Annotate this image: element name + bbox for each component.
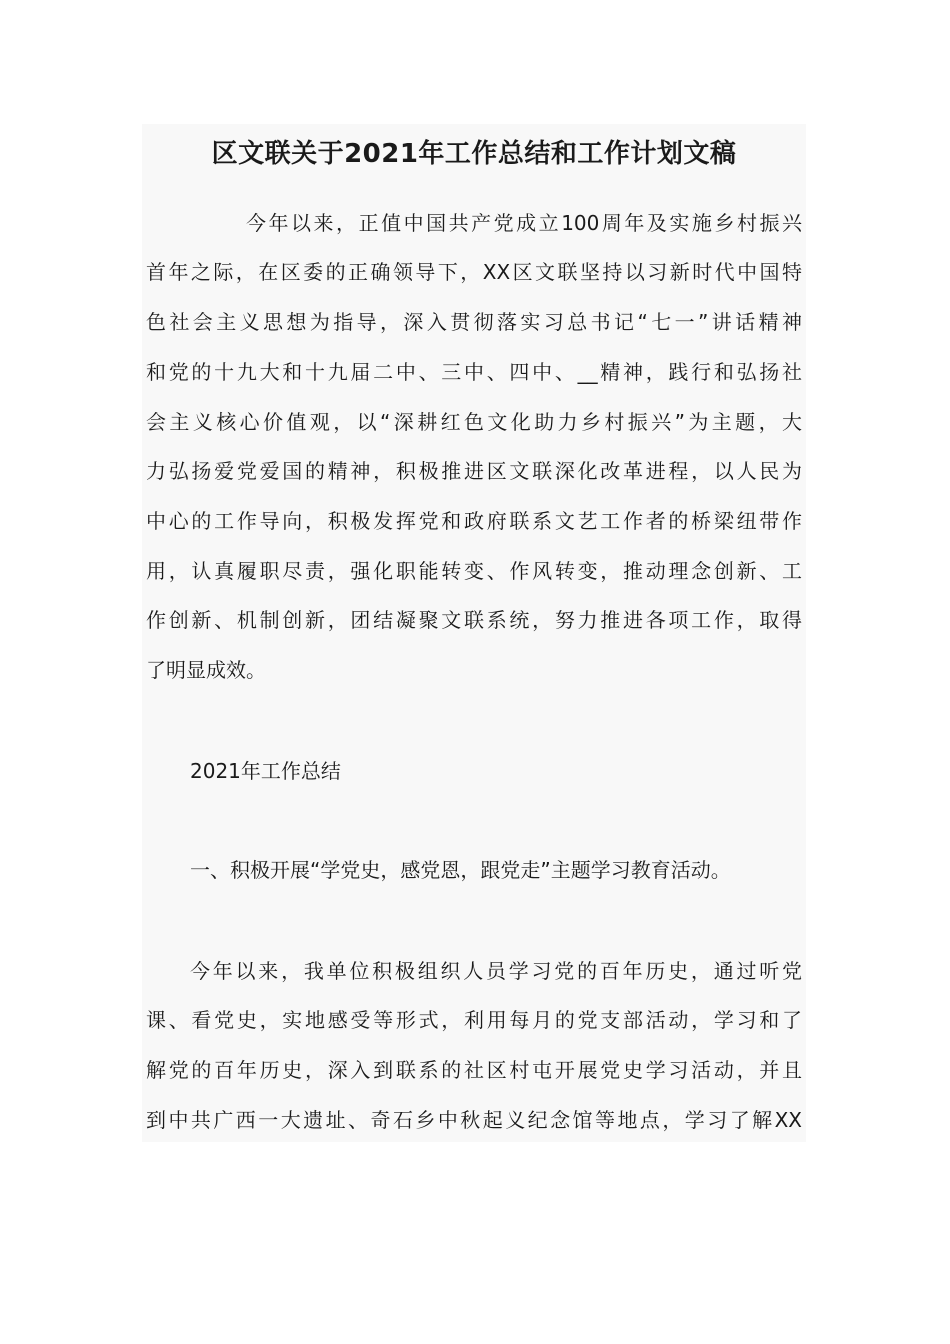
document-title: 区文联关于2021年工作总结和工作计划文稿 bbox=[211, 139, 737, 169]
subsection-heading: 一、积极开展“学党史，感党恩，跟党走”主题学习教育活动。 bbox=[190, 858, 731, 882]
intro-line: 中心的工作导向，积极发挥党和政府联系文艺工作者的桥梁纽带作 bbox=[146, 509, 802, 533]
intro-line: 用，认真履职尽责，强化职能转变、作风转变，推动理念创新、工 bbox=[146, 559, 802, 583]
body-line: 到中共广西一大遗址、奇石乡中秋起义纪念馆等地点，学习了解XX bbox=[146, 1108, 802, 1132]
intro-line: 力弘扬爱党爱国的精神，积极推进区文联深化改革进程，以人民为 bbox=[146, 459, 802, 483]
intro-line: 首年之际，在区委的正确领导下，XX区文联坚持以习新时代中国特 bbox=[146, 260, 802, 284]
intro-line: 和党的十九大和十九届二中、三中、四中、__精神，践行和弘扬社 bbox=[146, 360, 802, 384]
body-line: 课、看党史，实地感受等形式，利用每月的党支部活动，学习和了 bbox=[146, 1008, 802, 1032]
body-line: 解党的百年历史，深入到联系的社区村屯开展党史学习活动，并且 bbox=[146, 1058, 802, 1082]
intro-line: 今年以来，正值中国共产党成立100周年及实施乡村振兴 bbox=[246, 211, 802, 235]
section-heading: 2021年工作总结 bbox=[190, 759, 341, 783]
body-line: 今年以来，我单位积极组织人员学习党的百年历史，通过听党 bbox=[190, 959, 802, 983]
intro-line: 会主义核心价值观，以“深耕红色文化助力乡村振兴”为主题，大 bbox=[146, 410, 802, 434]
intro-line: 作创新、机制创新，团结凝聚文联系统，努力推进各项工作，取得 bbox=[146, 608, 802, 632]
intro-line: 色社会主义思想为指导，深入贯彻落实习总书记“七一”讲话精神 bbox=[146, 310, 802, 334]
intro-line: 了明显成效。 bbox=[146, 658, 266, 682]
